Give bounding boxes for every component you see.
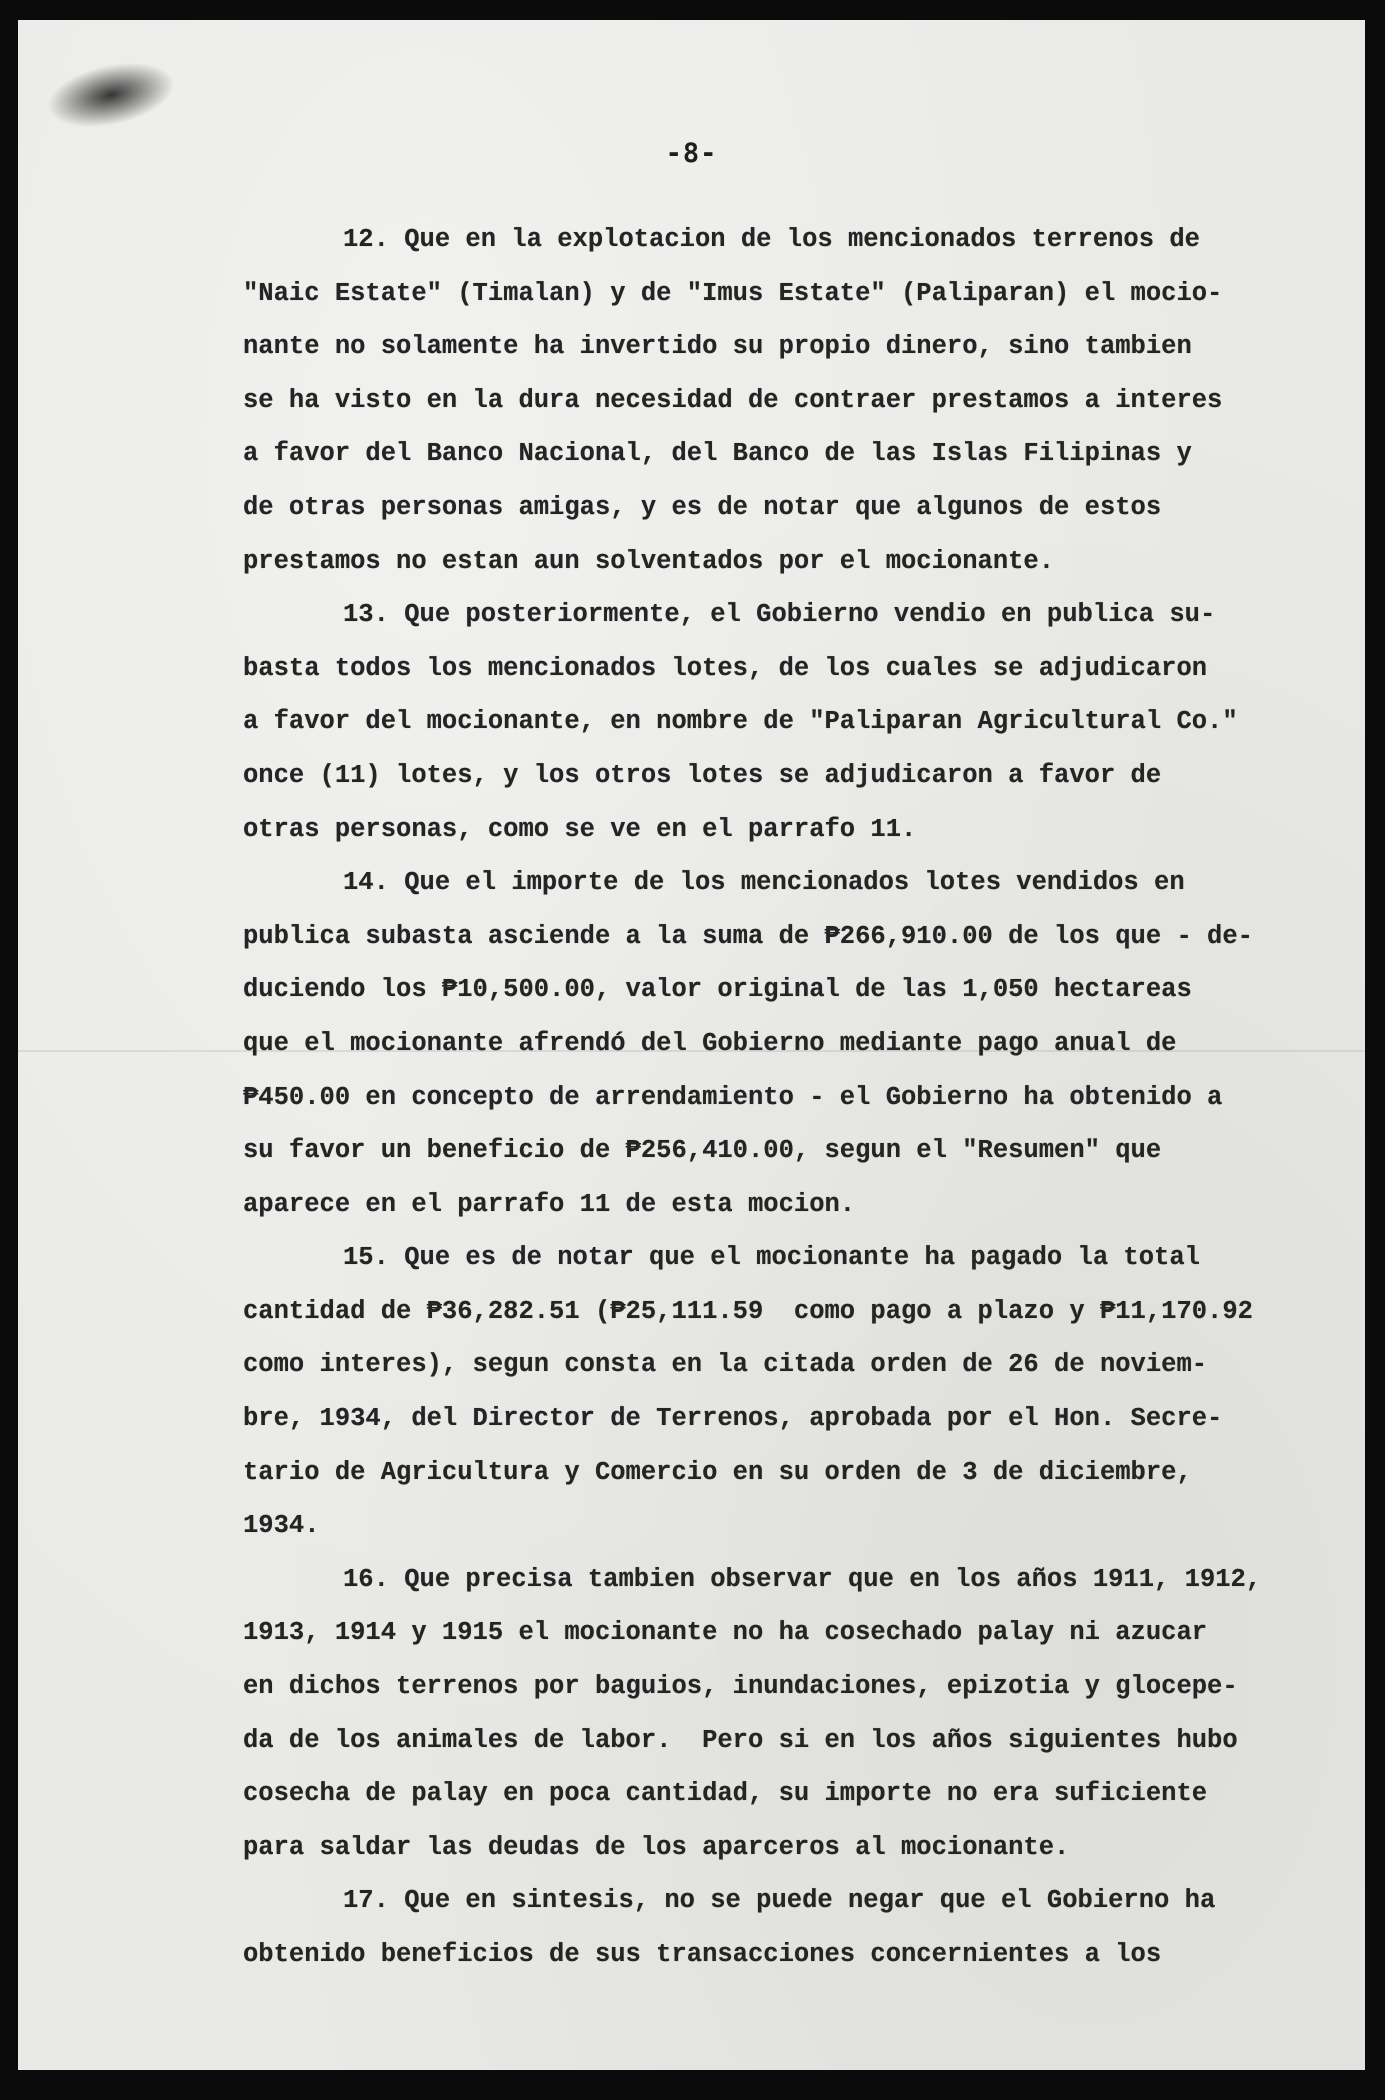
paragraph-line: 12. Que en la explotacion de los mencionados terrenos de bbox=[343, 225, 1200, 254]
paragraph-15 bbox=[243, 1231, 1308, 1553]
paragraph-line: 14. Que el importe de los mencionados lotes vendidos en bbox=[343, 868, 1185, 898]
paragraph-line: 1913, 1914 y 1915 el mocionante no ha cosechado palay ni azucar bbox=[243, 1618, 1208, 1648]
paragraph-line: nante no solamente ha invertido su propio dinero, sino tambien bbox=[243, 332, 1192, 362]
paragraph-line: como interes), segun consta en la citada orden de 26 de noviem- bbox=[243, 1350, 1208, 1380]
paragraph-line: basta todos los mencionados lotes, de los cuales se adjudicaron bbox=[243, 653, 1208, 683]
document-body bbox=[243, 213, 1308, 1982]
paragraph-line: que el mocionante afrendó del Gobierno mediante pago anual de bbox=[243, 1028, 1177, 1058]
paragraph-line: a favor del Banco Nacional, del Banco de las Islas Filipinas y bbox=[243, 439, 1192, 469]
paragraph-line: otras personas, como se ve en el parrafo 11. bbox=[243, 814, 917, 844]
paragraph-line: publica subasta asciende a la suma de ₱266,910.00 de los que - de- bbox=[243, 921, 1253, 951]
paragraph-17 bbox=[243, 1874, 1308, 1981]
paragraph-line: ₱450.00 en concepto de arrendamiento - el Gobierno ha obtenido a bbox=[243, 1082, 1223, 1112]
paragraph-line: bre, 1934, del Director de Terrenos, aprobada por el Hon. Secre- bbox=[243, 1404, 1223, 1434]
page-number: -8- bbox=[665, 138, 718, 169]
paragraph-line: 15. Que es de notar que el mocionante ha pagado la total bbox=[343, 1243, 1200, 1273]
paragraph-line: duciendo los ₱10,500.00, valor original de las 1,050 hectareas bbox=[243, 975, 1192, 1005]
paragraph-line: prestamos no estan aun solventados por el mocionante. bbox=[243, 546, 1055, 576]
paragraph-line: a favor del mocionante, en nombre de "Paliparan Agricultural Co." bbox=[243, 707, 1238, 737]
paragraph-line: 16. Que precisa tambien observar que en los años 1911, 1912, bbox=[343, 1564, 1262, 1594]
paragraph-line: obtenido beneficios de sus transacciones concernientes a los bbox=[243, 1940, 1162, 1969]
paragraph-line: "Naic Estate" (Timalan) y de "Imus Estate" (Paliparan) el mocio- bbox=[243, 278, 1223, 308]
paragraph-line: 17. Que en sintesis, no se puede negar que el Gobierno ha bbox=[343, 1886, 1216, 1916]
paragraph-line: cantidad de ₱36,282.51 (₱25,111.59 como pago a plazo y ₱11,170.92 bbox=[243, 1296, 1253, 1326]
paragraph-line: en dichos terrenos por baguios, inundaciones, epizotia y glocepe- bbox=[243, 1672, 1238, 1702]
paragraph-line: de otras personas amigas, y es de notar que algunos de estos bbox=[243, 492, 1162, 522]
paragraph-line: su favor un beneficio de ₱256,410.00, segun el "Resumen" que bbox=[243, 1136, 1162, 1166]
paragraph-line: da de los animales de labor. Pero si en los años siguientes hubo bbox=[243, 1725, 1238, 1755]
paragraph-16 bbox=[243, 1553, 1308, 1875]
paragraph-line: once (11) lotes, y los otros lotes se adjudicaron a favor de bbox=[243, 760, 1162, 790]
paragraph-line: 13. Que posteriormente, el Gobierno vendio en publica su- bbox=[343, 600, 1216, 630]
paragraph-line: cosecha de palay en poca cantidad, su importe no era suficiente bbox=[243, 1779, 1208, 1809]
paragraph-line: tario de Agricultura y Comercio en su orden de 3 de diciembre, bbox=[243, 1457, 1192, 1487]
paragraph-line: 1934. bbox=[243, 1511, 320, 1541]
ink-smudge bbox=[41, 52, 181, 138]
paragraph-line: aparece en el parrafo 11 de esta mocion. bbox=[243, 1189, 856, 1219]
paragraph-line: para saldar las deudas de los aparceros al mocionante. bbox=[243, 1832, 1070, 1862]
paragraph-12 bbox=[243, 213, 1308, 588]
document-page bbox=[18, 20, 1365, 2070]
paragraph-14 bbox=[243, 856, 1308, 1231]
paragraph-13 bbox=[243, 588, 1308, 856]
paragraph-line: se ha visto en la dura necesidad de contraer prestamos a interes bbox=[243, 385, 1223, 415]
